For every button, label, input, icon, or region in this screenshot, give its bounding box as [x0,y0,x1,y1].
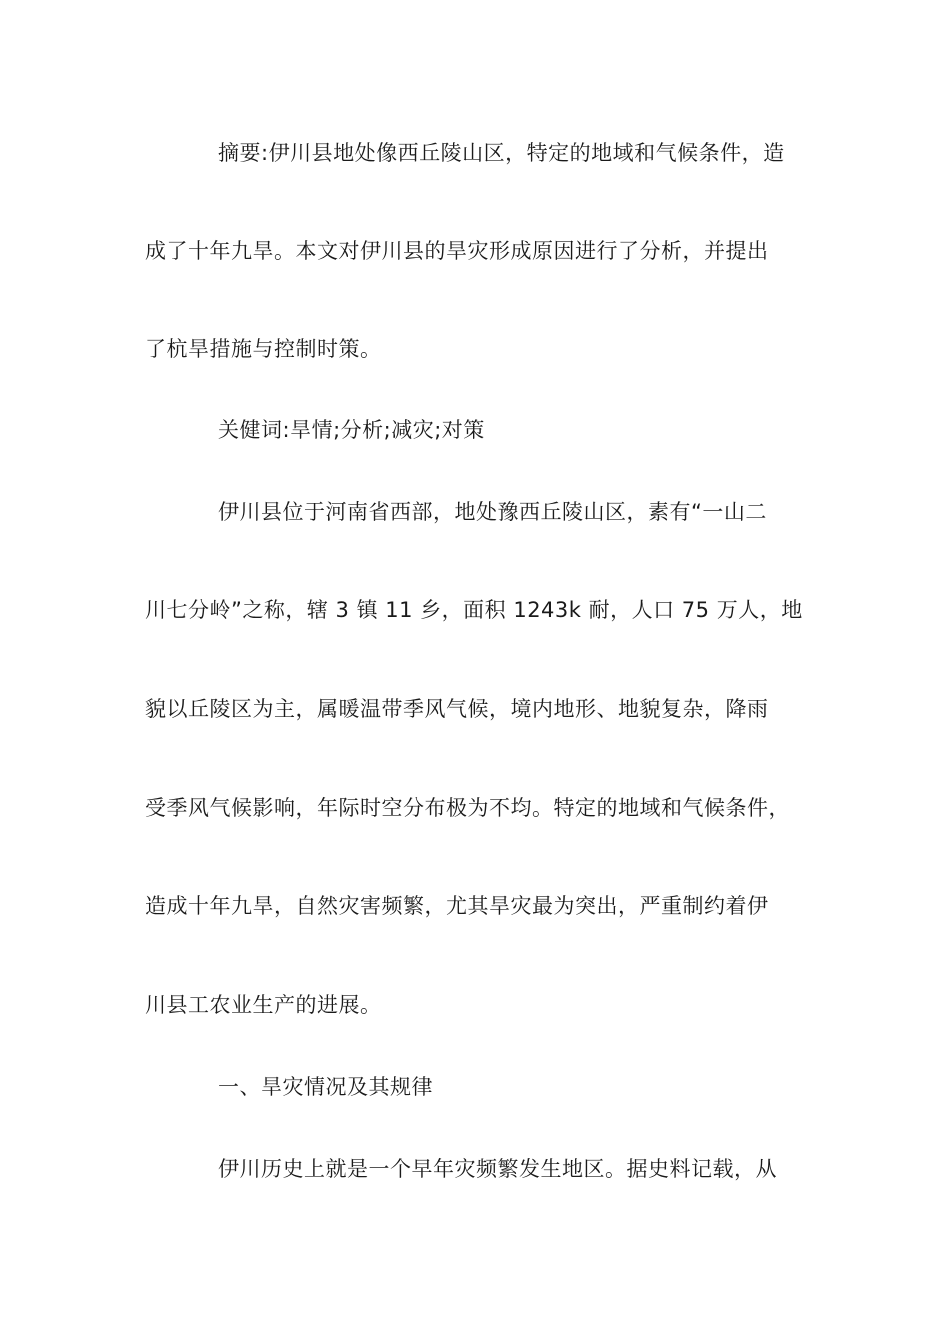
paragraph-1-line-3: 貌以丘陵区为主，属暖温带季风气候，境内地形、地貌复杂，降雨 [145,697,769,721]
abstract-line-1: 摘要:伊川县地处像西丘陵山区，特定的地域和气候条件，造 [218,141,785,165]
paragraph-2-line-1: 伊川历史上就是一个早年灾频繁发生地区。据史料记载，从 [218,1157,777,1181]
paragraph-1-line-2: 川七分岭”之称，辖 3 镇 11 乡，面积 1243k 耐，人口 75 万人，地 [145,598,803,622]
abstract-line-2: 成了十年九旱。本文对伊川县的旱灾形成原因进行了分析，并提出 [145,239,769,263]
paragraph-1-line-6: 川县工农业生产的进展。 [145,993,382,1017]
abstract-line-3: 了杭旱措施与控制时策。 [145,337,382,361]
section-heading-1: 一、旱灾情况及其规律 [218,1075,433,1099]
keywords-line: 关健词:旱情;分析;减灾;对策 [218,418,485,442]
paragraph-1-line-4: 受季风气候影响，年际时空分布极为不均。特定的地域和气候条件， [145,796,790,820]
paragraph-1-line-5: 造成十年九旱，自然灾害频繁，尤其旱灾最为突出，严重制约着伊 [145,894,769,918]
paragraph-1-line-1: 伊川县位于河南省西部，地处豫西丘陵山区，素有“一山二 [218,500,767,524]
